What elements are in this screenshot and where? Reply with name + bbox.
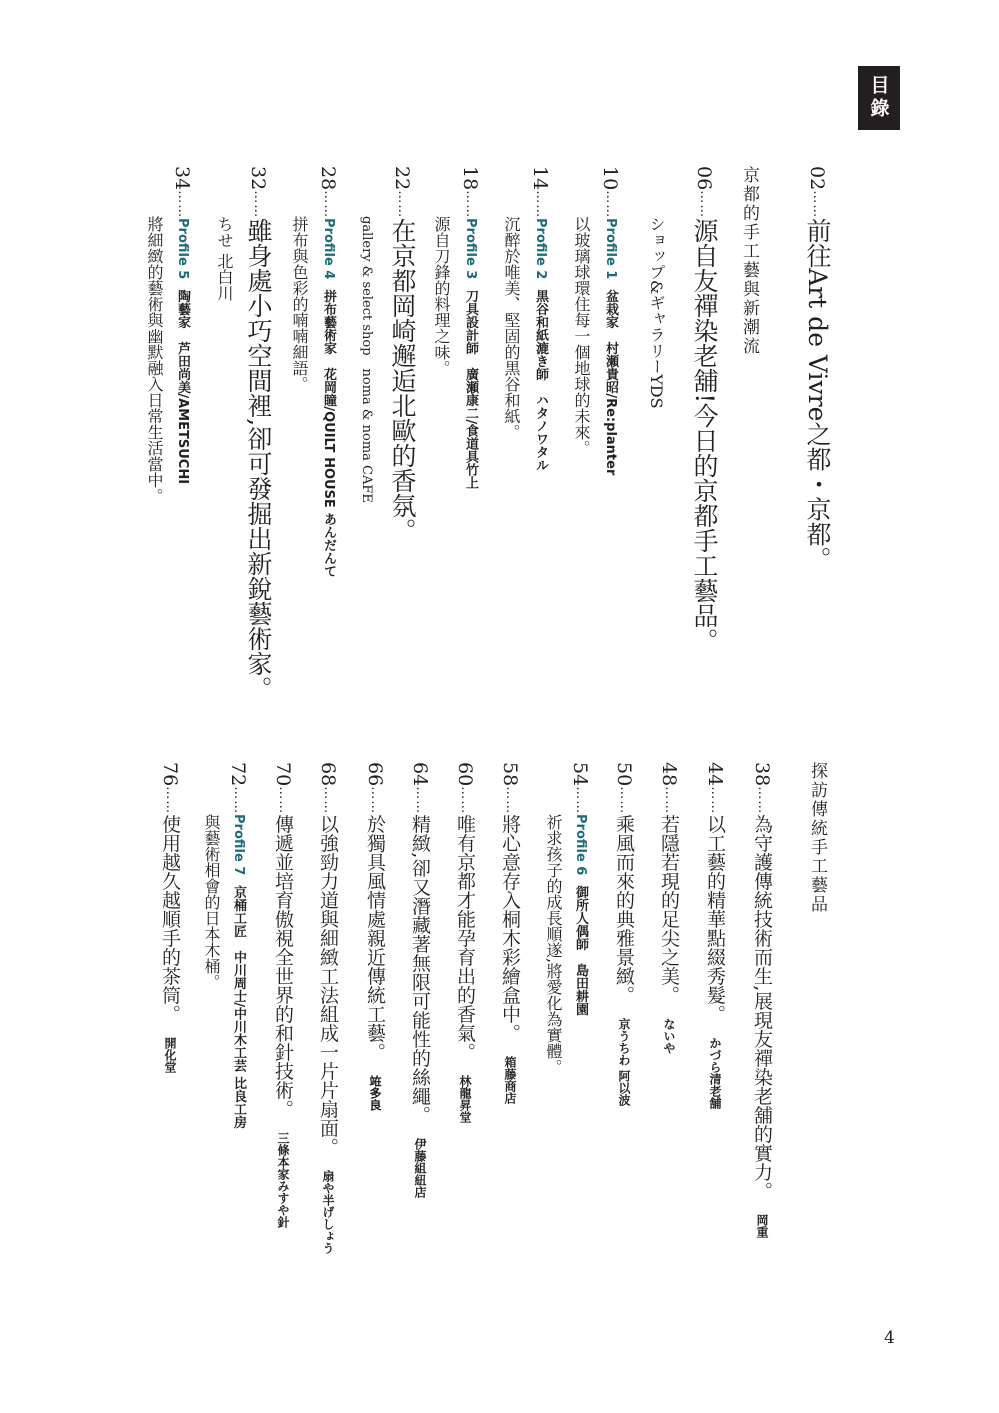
toc-entry-54[interactable]: 54……Profile 6御所人偶師 島田耕園 xyxy=(569,762,591,1016)
profile-label: Profile 6 xyxy=(573,814,588,876)
profile-label: Profile 7 xyxy=(231,814,246,876)
entry-title: 傳遞並培育傲視全世界的和針技術。 xyxy=(272,814,294,1119)
entry-description: 拼布與色彩的喃喃細語。 xyxy=(290,216,309,392)
entry-title: 在京都岡崎邂逅北歐的香氛。 xyxy=(388,218,417,544)
toc-entry-28[interactable]: 28……Profile 4拼布藝術家 花岡瞳/QUILT HOUSE あんだんて xyxy=(317,166,339,578)
page-number: 4 xyxy=(884,1328,895,1348)
section-heading-1: 京都的手工藝與新潮流 xyxy=(739,166,759,356)
entry-title: 以強勁力道與細緻工法組成一片片扇面。 xyxy=(317,814,339,1157)
toc-tag: 目錄 xyxy=(858,66,900,130)
shop-name: ないや xyxy=(662,1018,676,1055)
toc-entry-60[interactable]: 60……唯有京都才能孕育出的香氣。林龍昇堂 xyxy=(454,762,476,1124)
entry-description: 祈求孩子的成長順遂,將愛化為實體。 xyxy=(544,814,563,1076)
shop-name: 岡重 xyxy=(755,1214,769,1239)
shop-name: 𫞼多良 xyxy=(368,1075,382,1112)
profile-label: Profile 1 xyxy=(603,218,618,280)
entry-subtitle: gallery & select shop noma & noma CAFE xyxy=(359,216,374,503)
profile-name: 盆栽家 村瀬貴昭/Re:planter xyxy=(603,289,618,476)
section-heading-2: 探訪傳統手工藝品 xyxy=(807,762,827,914)
profile-name: 陶藝家 芦田尚美/AMETSUCHI xyxy=(175,289,190,485)
shop-name: 三條本家みすや針 xyxy=(276,1132,290,1229)
profile-name: 拼布藝術家 花岡瞳/QUILT HOUSE あんだんて xyxy=(321,289,336,578)
toc-entry-72[interactable]: 72……Profile 7京桶工匠 中川周士/中川木工芸 比良工房 xyxy=(227,762,249,1129)
shop-name: 林龍昇堂 xyxy=(458,1075,472,1124)
profile-label: Profile 5 xyxy=(175,218,190,280)
profile-name: 御所人偶師 島田耕園 xyxy=(573,885,588,1016)
toc-entry-38[interactable]: 38……為守護傳統技術而生,展現友禪染老舖的實力。岡重 xyxy=(751,762,773,1239)
shop-name: 開化堂 xyxy=(163,1037,177,1074)
shop-name: 伊藤組紐店 xyxy=(413,1138,427,1199)
entry-title: 若隱若現的足尖之美。 xyxy=(658,814,680,1005)
entry-title: 使用越久越順手的茶筒。 xyxy=(159,814,181,1024)
profile-label: Profile 2 xyxy=(533,218,548,280)
toc-entry-48[interactable]: 48……若隱若現的足尖之美。ないや xyxy=(658,762,680,1055)
entry-title: 於獨具風情處親近傳統工藝。 xyxy=(364,814,386,1062)
entry-title: 將心意存入桐木彩繪盒中。 xyxy=(499,814,521,1043)
toc-entry-44[interactable]: 44……以工藝的精華點綴秀髮。かづら清老舗 xyxy=(704,762,726,1110)
profile-name: 黒谷和紙漉き師 ハタノワタル xyxy=(533,289,548,472)
profile-label: Profile 3 xyxy=(463,218,478,280)
entry-description: 沉醉於唯美、堅固的黒谷和紙。 xyxy=(502,216,521,440)
toc-entry-50[interactable]: 50……乘風而來的典雅景緻。京うちわ 阿以波 xyxy=(613,762,635,1107)
profile-label: Profile 4 xyxy=(321,218,336,280)
toc-entry-02[interactable]: 02……前往Art de Vivre之都・京都。 xyxy=(803,166,832,572)
entry-description: 將細緻的藝術與幽默融入日常生活當中。 xyxy=(145,216,164,504)
shop-name: 箱藤商店 xyxy=(503,1056,517,1105)
toc-entry-22[interactable]: 22……在京都岡崎邂逅北歐的香氛。 xyxy=(388,166,417,544)
shop-name: かづら清老舗 xyxy=(708,1037,722,1110)
entry-title: 乘風而來的典雅景緻。 xyxy=(613,814,635,1005)
toc-entry-32[interactable]: 32……雖身處小巧空間裡,卻可發掘出新銳藝術家。 xyxy=(244,166,273,702)
entry-title: 為守護傳統技術而生,展現友禪染老舖的實力。 xyxy=(751,814,773,1201)
entry-description: 以玻璃球環住每一個地球的未來。 xyxy=(572,216,591,456)
shop-name: 京うちわ 阿以波 xyxy=(617,1018,631,1107)
toc-entry-06[interactable]: 06……源自友禪染老舖!今日的京都手工藝品。 xyxy=(690,166,719,654)
toc-entry-66[interactable]: 66……於獨具風情處親近傳統工藝。𫞼多良 xyxy=(364,762,386,1112)
toc-entry-76[interactable]: 76……使用越久越順手的茶筒。開化堂 xyxy=(159,762,181,1074)
entry-subtitle: ちせ 北白川 xyxy=(215,216,234,302)
profile-name: 京桶工匠 中川周士/中川木工芸 比良工房 xyxy=(231,885,246,1129)
entry-title: 精緻,卻又潛藏著無限可能性的絲繩。 xyxy=(409,814,431,1125)
toc-entry-64[interactable]: 64……精緻,卻又潛藏著無限可能性的絲繩。伊藤組紐店 xyxy=(409,762,431,1199)
toc-entry-10[interactable]: 10……Profile 1盆栽家 村瀬貴昭/Re:planter xyxy=(599,166,621,476)
toc-entry-14[interactable]: 14……Profile 2黒谷和紙漉き師 ハタノワタル xyxy=(529,166,551,472)
shop-name: 扇や半げしょう xyxy=(321,1170,335,1255)
entry-subtitle: ショップ&ギャラリーYDS xyxy=(647,216,666,409)
entry-description: 與藝術相會的日本木桶。 xyxy=(202,814,221,990)
toc-entry-34[interactable]: 34……Profile 5陶藝家 芦田尚美/AMETSUCHI xyxy=(171,166,193,485)
entry-description: 源自刀鋒的料理之味。 xyxy=(432,216,451,376)
entry-title: 唯有京都才能孕育出的香氣。 xyxy=(454,814,476,1062)
toc-entry-68[interactable]: 68……以強勁力道與細緻工法組成一片片扇面。扇や半げしょう xyxy=(317,762,339,1255)
entry-title: 前往Art de Vivre之都・京都。 xyxy=(803,218,832,572)
profile-name: 刀具設計師 廣瀬康二/食道具竹上 xyxy=(463,289,478,490)
toc-entry-18[interactable]: 18……Profile 3刀具設計師 廣瀬康二/食道具竹上 xyxy=(459,166,481,490)
entry-title: 源自友禪染老舖!今日的京都手工藝品。 xyxy=(690,218,719,654)
entry-title: 以工藝的精華點綴秀髮。 xyxy=(704,814,726,1024)
toc-entry-58[interactable]: 58……將心意存入桐木彩繪盒中。箱藤商店 xyxy=(499,762,521,1105)
toc-entry-70[interactable]: 70……傳遞並培育傲視全世界的和針技術。三條本家みすや針 xyxy=(272,762,294,1229)
entry-title: 雖身處小巧空間裡,卻可發掘出新銳藝術家。 xyxy=(244,218,273,702)
